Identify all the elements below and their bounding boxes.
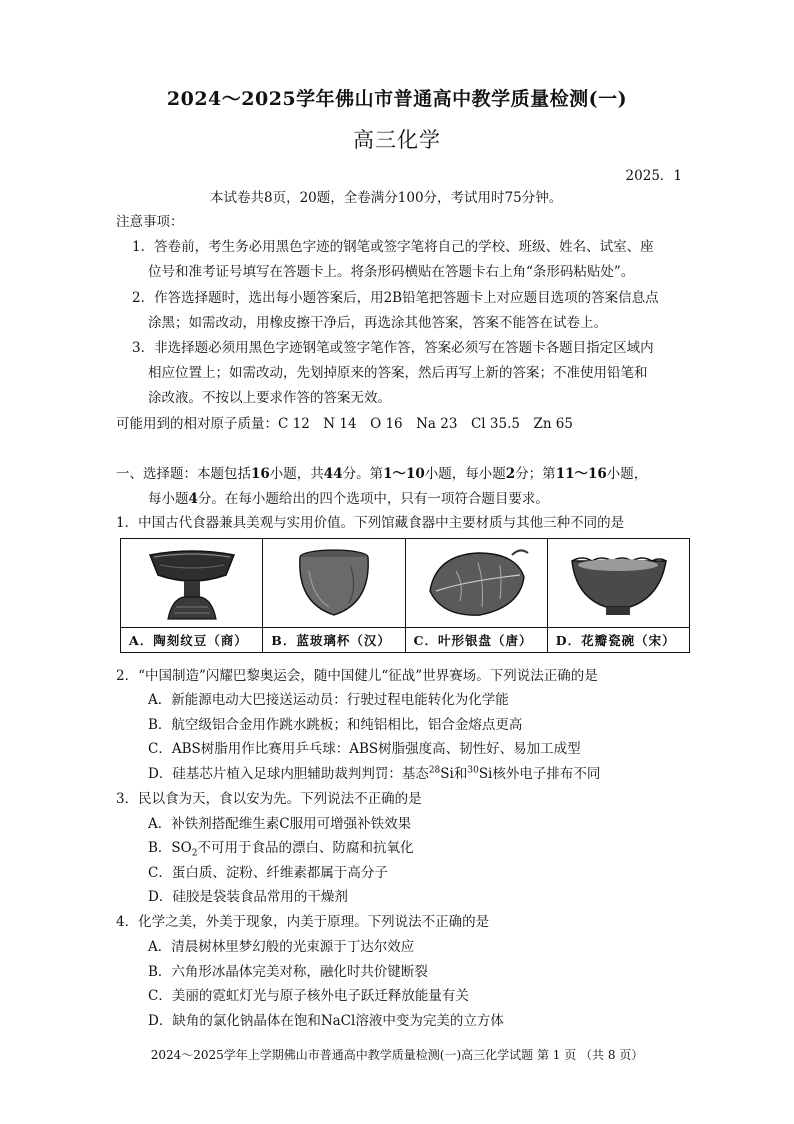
q2-option-c: C．ABS树脂用作比赛用乒乓球：ABS树脂强度高、韧性好、易加工成型 (148, 741, 581, 757)
notice-line-2: 位号和准考证号填写在答题卡上。将条形码横贴在答题卡右上角“条形码粘贴处”。 (148, 264, 635, 280)
exam-date: 2025．1 (625, 168, 682, 184)
q1-caption-b: B．蓝玻璃杯（汉） (263, 627, 404, 652)
section-1-points-1: 2 (505, 466, 516, 482)
notice-line-5: 3．非选择题必须用黑色字迹钢笔或签字笔作答，答案必须写在答题卡各题目指定区域内 (132, 340, 654, 356)
notice-line-1: 1．答卷前，考生务必用黑色字迹的钢笔或签字笔将自己的学校、班级、姓名、试室、座 (132, 239, 654, 255)
page-footer: 2024～2025学年上学期佛山市普通高中教学质量检测(一)高三化学试题 第 1 页 （共 8 页） (150, 1048, 644, 1062)
q1-option-d (548, 539, 689, 652)
section-1-text-c: 小题，共 (269, 466, 324, 482)
q1-option-b (263, 539, 405, 652)
notice-line-3: 2．作答选择题时，选出每小题答案后，用2B铅笔把答题卡上对应题目选项的答案信息点 (132, 290, 659, 306)
q1-caption-d: D．花瓣瓷碗（宋） (548, 627, 689, 652)
q2-option-a: A．新能源电动大巴接送运动员：行驶过程电能转化为化学能 (148, 692, 509, 708)
notice-line-6: 相应位置上；如需改动，先划掉原来的答案，然后再写上新的答案；不准使用铅笔和 (148, 365, 648, 381)
q2-mass-number-2: 30 (467, 765, 479, 776)
section-1-range-2: 11～16 (555, 466, 607, 482)
section-1-heading (116, 468, 647, 482)
q3-option-b-formula: B．SO (148, 840, 192, 856)
q2-option-d (148, 765, 601, 782)
q1-stem: 1．中国古代食器兼具美观与实用价值。下列馆藏食器中主要材质与其他三种不同的是 (116, 515, 625, 531)
notice-heading: 注意事项： (116, 214, 184, 230)
q4-option-a: A．清晨树林里梦幻般的光束源于丁达尔效应 (148, 939, 415, 955)
section-1-count: 16 (251, 466, 270, 482)
q3-option-c: C．蛋白质、淀粉、纤维素都属于高分子 (148, 865, 388, 881)
section-1-text-l2a: 每小题 (148, 491, 189, 507)
section-1-text-l2c: 分。在每小题给出的四个选项中，只有一项符合题目要求。 (197, 491, 549, 507)
glass-cup-image (263, 539, 404, 627)
q2-option-d-element-2: Si核外电子排布不同 (478, 766, 601, 782)
q2-stem: 2．“中国制造”闪耀巴黎奥运会，随中国健儿“征战”世界赛场。下列说法正确的是 (116, 668, 598, 684)
q3-option-a: A．补铁剂搭配维生素C服用可增强补铁效果 (148, 816, 412, 832)
q2-option-d-text: D．硅基芯片植入足球内胆辅助裁判判罚：基态 (148, 766, 429, 782)
q1-option-a (121, 539, 263, 652)
q3-option-b (148, 840, 414, 859)
section-1-range-1: 1～10 (383, 466, 425, 482)
section-1-text-a: 一、选择题：本题包括 (116, 466, 251, 482)
section-1-text-i: 分；第 (515, 466, 556, 482)
pottery-dou-image (121, 539, 262, 627)
atomic-mass-line: 可能用到的相对原子质量：C 12 N 14 O 16 Na 23 Cl 35.5 Zn 65 (116, 416, 573, 432)
section-1-text-e: 分。第 (342, 466, 384, 482)
q4-option-d: D．缺角的氯化钠晶体在饱和NaCl溶液中变为完美的立方体 (148, 1013, 504, 1029)
notice-line-4: 涂黑；如需改动，用橡皮擦干净后，再选涂其他答案，答案不能答在试卷上。 (148, 315, 607, 331)
q4-option-b: B．六角形冰晶体完美对称，融化时共价键断裂 (148, 964, 428, 980)
section-1-score: 44 (323, 466, 343, 482)
q1-caption-a: A．陶刻纹豆（商） (121, 627, 262, 652)
q3-option-b-text: 不可用于食品的漂白、防腐和抗氧化 (197, 840, 414, 856)
section-1-heading-line-2 (148, 493, 549, 507)
q2-mass-number-1: 28 (428, 765, 441, 776)
q1-caption-c: C．叶形银盘（唐） (406, 627, 547, 652)
silver-leaf-plate-image (406, 539, 547, 627)
porcelain-bowl-image (548, 539, 689, 627)
q4-stem: 4．化学之美，外美于现象，内美于原理。下列说法不正确的是 (116, 914, 490, 930)
section-1-text-g: 小题，每小题 (424, 466, 506, 482)
section-1-points-2: 4 (188, 491, 198, 507)
q3-stem: 3．民以食为天，食以安为先。下列说法不正确的是 (116, 791, 422, 807)
q2-option-d-element-1: Si和 (440, 766, 468, 782)
q1-figure-table (120, 538, 690, 653)
notice-line-7: 涂改液。不按以上要求作答的答案无效。 (148, 390, 391, 406)
q2-option-b: B．航空级铝合金用作跳水跳板；和纯铝相比，铝合金熔点更高 (148, 717, 523, 733)
q4-option-c: C．美丽的霓虹灯光与原子核外电子跃迁释放能量有关 (148, 988, 469, 1004)
q3-option-d: D．硅胶是袋装食品常用的干燥剂 (148, 889, 348, 905)
q3-option-b-subscript: 2 (191, 848, 198, 859)
exam-title: 2024～2025学年佛山市普通高中教学质量检测(一) (166, 88, 628, 110)
section-1-text-k: 小题， (606, 466, 648, 482)
intro-line: 本试卷共8页，20题，全卷满分100分，考试用时75分钟。 (210, 190, 563, 206)
q1-option-c (406, 539, 548, 652)
exam-subject: 高三化学 (353, 128, 441, 152)
